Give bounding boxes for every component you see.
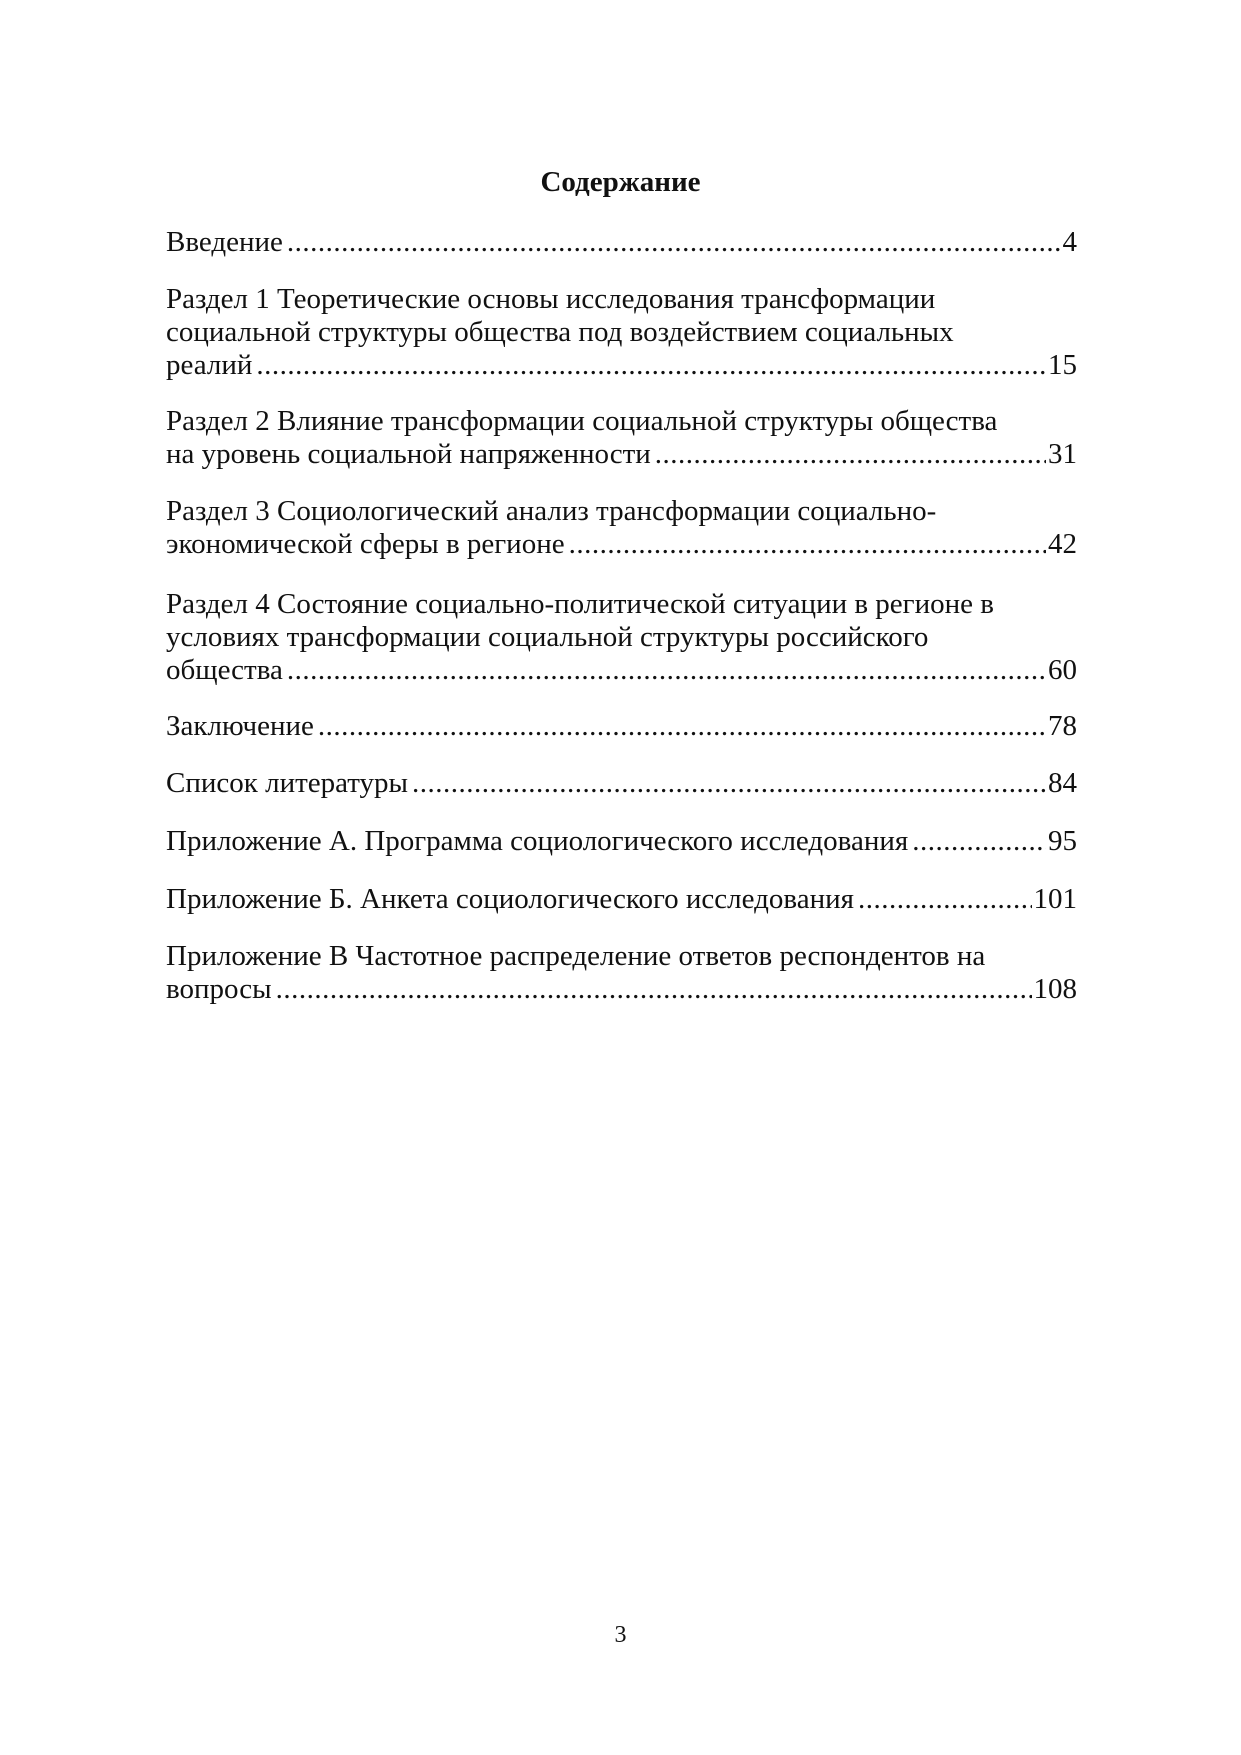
dot-leader — [287, 226, 1061, 259]
toc-entry-line — [166, 438, 1077, 471]
toc-entry-appendix-b — [166, 883, 1077, 916]
toc-entry-line — [166, 883, 1077, 916]
toc-entry-text: вопросы — [166, 973, 272, 1005]
toc-entry-line — [166, 710, 1077, 743]
toc-entry-text: Раздел 1 Теоретические основы исследования трансформации — [166, 283, 936, 315]
toc-entry-line — [166, 349, 1077, 382]
toc-entry-appendix-v — [166, 940, 1077, 1006]
toc-entry-section-4 — [166, 588, 1077, 687]
toc-entry-text: Приложение Б. Анкета социологического исследования — [166, 883, 854, 915]
toc-entry-section-1 — [166, 283, 1077, 382]
dot-leader — [318, 710, 1046, 743]
toc-entry-text: реалий — [166, 349, 253, 381]
toc-page-number: 42 — [1048, 528, 1077, 560]
toc-entry-text: Приложение А. Программа социологического исследования — [166, 825, 909, 857]
dot-leader — [858, 883, 1032, 916]
toc-entry-introduction — [166, 226, 1077, 259]
toc-entry-text: Раздел 4 Состояние социально-политической ситуации в регионе в — [166, 588, 994, 620]
toc-entry-text: общества — [166, 654, 283, 686]
toc-entry-section-2 — [166, 405, 1077, 471]
toc-entry-text: Заключение — [166, 710, 314, 742]
dot-leader — [412, 767, 1046, 800]
toc-entry-references — [166, 767, 1077, 800]
toc-entry-conclusion — [166, 710, 1077, 743]
toc-entry-line — [166, 654, 1077, 687]
toc-entry-text: Раздел 3 Социологический анализ трансформации социально- — [166, 495, 937, 527]
toc-entry-text: Список литературы — [166, 767, 409, 799]
page-title: Содержание — [540, 166, 701, 198]
toc-page-number: 31 — [1048, 438, 1077, 470]
toc-page-number: 95 — [1048, 825, 1077, 857]
dot-leader — [287, 654, 1046, 687]
toc-entry-text: Введение — [166, 226, 283, 258]
toc-entry-text: Приложение В Частотное распределение ответов респондентов на — [166, 940, 986, 972]
toc-page-number: 101 — [1033, 883, 1077, 915]
toc-page-number: 15 — [1048, 349, 1077, 381]
toc-entry-line — [166, 825, 1077, 858]
toc-entry-text: экономической сферы в регионе — [166, 528, 565, 560]
dot-leader — [655, 438, 1046, 471]
toc-entry-section-3 — [166, 495, 1077, 561]
toc-entry-text: условиях трансформации социальной структуры российского — [166, 621, 929, 653]
dot-leader — [256, 349, 1046, 382]
toc-entry-text: на уровень социальной напряженности — [166, 438, 651, 470]
toc-entry-line — [166, 973, 1077, 1006]
toc-page-number: 84 — [1048, 767, 1077, 799]
page-number: 3 — [614, 1622, 627, 1648]
dot-leader — [912, 825, 1046, 858]
dot-leader — [569, 528, 1046, 561]
toc-entry-line — [166, 767, 1077, 800]
toc-entry-text: Раздел 2 Влияние трансформации социальной структуры общества — [166, 405, 998, 437]
toc-page-number: 108 — [1033, 973, 1077, 1005]
toc-entry-line — [166, 528, 1077, 561]
toc-entry-line — [166, 226, 1077, 259]
toc-entry-text: социальной структуры общества под воздействием социальных — [166, 316, 954, 348]
toc-page-number: 4 — [1062, 226, 1077, 258]
toc-page-number: 60 — [1048, 654, 1077, 686]
dot-leader — [276, 973, 1032, 1006]
toc-entry-appendix-a — [166, 825, 1077, 858]
toc-page-number: 78 — [1048, 710, 1077, 742]
